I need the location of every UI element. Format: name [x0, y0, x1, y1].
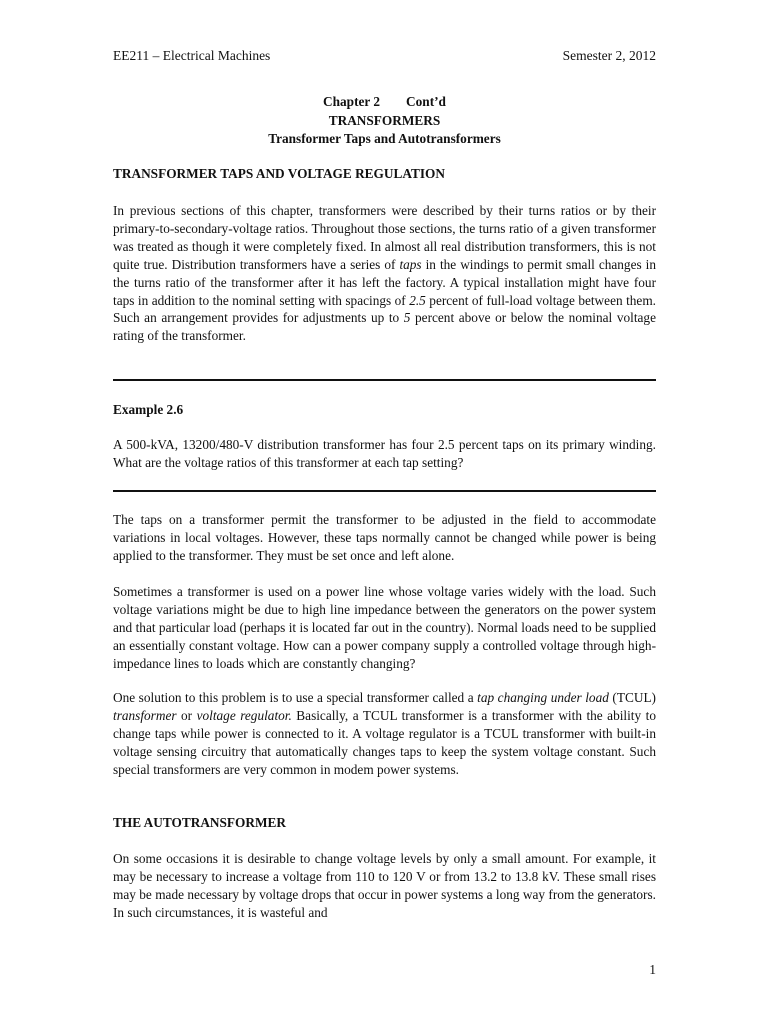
contd-label: Cont’d	[406, 94, 446, 109]
paragraph-text: or	[176, 707, 197, 723]
paragraph-text: In previous sections of this chapter, transformers were described by their turns ratios or by their primary-to-secondary-voltage ratios. Throughout those sections, the turns ratio of a given transformer was treated as though it were completely fixed. In almost all real distribution transformers, this is not quite true. Distribution transformers have a series of	[113, 203, 656, 272]
subject-title: TRANSFORMERS	[328, 112, 441, 128]
title-block	[113, 93, 656, 149]
paragraph-taps-intro	[113, 202, 656, 345]
chapter-line	[113, 93, 656, 112]
example-bottom-rule	[113, 490, 656, 492]
paragraph-text: Basically, a TCUL transformer is a transformer with the ability to change taps while power is connected to it. A voltage regulator is a TCUL transformer with built-in voltage sensing circuitry that automatically changes taps to keep the system voltage constant. Such special transformers are very common in modem power systems.	[113, 707, 656, 777]
emphasis-adjust-value: 5	[403, 310, 411, 326]
course-title: EE211 – Electrical Machines	[113, 48, 271, 63]
paragraph-tcul	[113, 689, 656, 779]
paragraph-text: (TCUL)	[608, 690, 656, 705]
paragraph-text: in the windings to permit small changes in the turns ratio of the transformer after it has left the factory. A typical installation might have four taps in addition to the nominal setting with spacings of	[113, 256, 656, 308]
emphasis-transformer: transformer	[113, 707, 177, 723]
paragraph-text: percent of full-load voltage between them. Such an arrangement provides for adjustments up to	[113, 292, 656, 326]
example-top-rule	[113, 379, 656, 381]
example-heading: Example 2.6	[113, 402, 184, 417]
emphasis-spacing-value: 2.5	[409, 292, 426, 308]
page-number: 1	[649, 962, 656, 977]
semester-label: Semester 2, 2012	[562, 48, 656, 63]
paragraph-autotransformer: On some occasions it is desirable to change voltage levels by only a small amount. For example, it may be necessary to increase a voltage from 110 to 120 V or from 13.2 to 13.8 kV. These small rises may be made necessary by voltage drops that occur in power systems a long way from the generators. In such circumstances, it is wasteful and	[113, 851, 656, 920]
paragraph-taps-field: The taps on a transformer permit the transformer to be adjusted in the field to accommodate variations in local voltages. However, these taps normally cannot be changed while power is being applied to the transformer. They must be set once and left alone.	[113, 512, 656, 563]
emphasis-taps: taps	[399, 256, 422, 272]
paragraph-text: percent above or below the nominal voltage rating of the transformer.	[113, 310, 656, 344]
emphasis-voltage-regulator: voltage regulator.	[196, 707, 292, 723]
section-heading-autotransformer: THE AUTOTRANSFORMER	[113, 815, 287, 830]
topic-title: Transformer Taps and Autotransformers	[268, 131, 501, 146]
paragraph-line-variation: Sometimes a transformer is used on a power line whose voltage varies widely with the load. Such voltage variations might be due to high line impedance between the generators on the power system and that particular load (perhaps it is located far out in the country). Normal loads need to be supplied an essentially constant voltage. How can a power company supply a controlled voltage through high-impedance lines to loads which are constantly changing?	[113, 584, 656, 671]
chapter-label: Chapter 2	[323, 94, 381, 109]
page-header	[113, 47, 656, 65]
example-problem-text: A 500-kVA, 13200/480-V distribution transformer has four 2.5 percent taps on its primary winding. What are the voltage ratios of this transformer at each tap setting?	[113, 437, 656, 470]
paragraph-text: One solution to this problem is to use a special transformer called a	[113, 690, 478, 705]
section-heading-taps: TRANSFORMER TAPS AND VOLTAGE REGULATION	[113, 166, 445, 181]
emphasis-tcul: tap changing under load	[477, 690, 609, 705]
